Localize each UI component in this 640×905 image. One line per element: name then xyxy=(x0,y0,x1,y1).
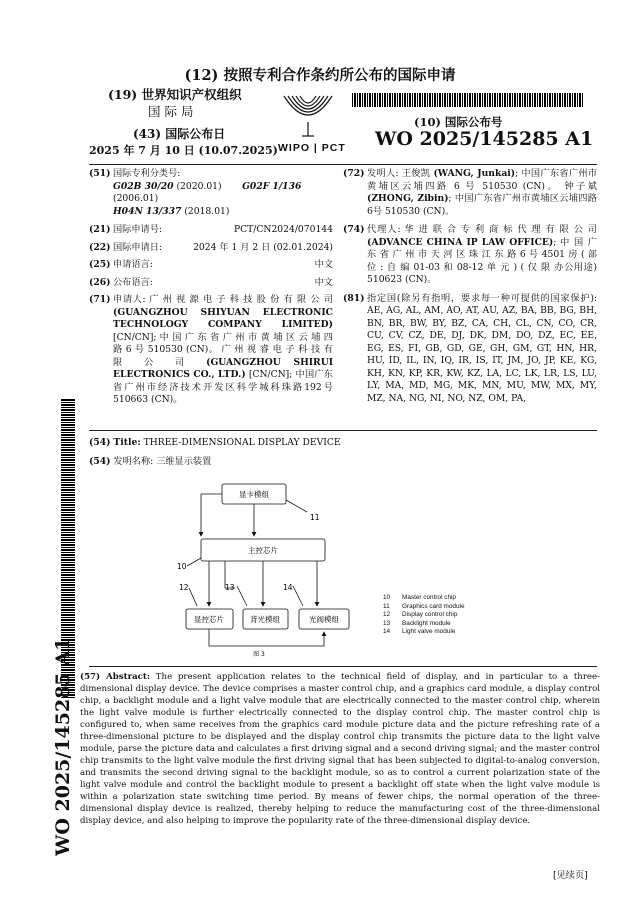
ipc-1-date: (2020.01) xyxy=(176,180,222,192)
applicant-2-address: [CN/CN]; 中国广东省广州市经济技术开发区科学城科珠路192号 510663 (CN)。 xyxy=(113,369,333,405)
field-54-cn-number: (54) xyxy=(89,456,111,467)
field-51-label: 国际专利分类号: xyxy=(113,168,181,179)
ipc-line-1 xyxy=(113,181,333,206)
ipc-1: G02B 30/20 xyxy=(113,180,174,192)
wipo-logo-text: WIPO | PCT xyxy=(278,142,346,154)
legend-num: 12 xyxy=(383,611,391,618)
organization-sub: 国 际 局 xyxy=(148,104,194,119)
field-22-value: 2024 年 1 月 2 日 (02.01.2024) xyxy=(193,241,333,253)
field-81-number: (81) xyxy=(343,292,365,304)
abstract-text: The present application relates to the technical field of display, and in particular to a three-dimensional display device. The device comprises a master control chip, and a graphics card module, a display control chip, a backlight module and a light valve module that are electrically connected to the master control chip, wherein the light valve module is further electrically connected to the display control chip. The master control chip is configured to, when same receives from the graphics card module picture data and the picture refreshing rate of a three-dimensional picture to be displayed and the display control chip transmits the picture data to the light valve module, parse the picture data and calculates a first driving signal and a second driving signal; and the master control chip transmits to the light valve module the first driving signal that has been subjected to digital-to-analog conversion, and transmits the second driving signal to the backlight module, so as to control a current polarization state of the light valve module and control the backlight module to present a backlight off state when the light valve module is within a polarization state switching time period. By means of fewer chips, the normal operation of the three-dimensional display device is realized, thereby helping to reduce the manufacturing cost of the three-dimensional display device, and also helping to improve the popularity rate of the three-dimensional display device. xyxy=(80,672,600,826)
title-cn-label: 发明名称: xyxy=(113,456,154,467)
legend-text: Backlight module xyxy=(402,619,451,627)
field-21-label: 国际申请号: xyxy=(113,224,163,235)
pub-date: 2025 年 7 月 10 日 (10.07.2025) xyxy=(89,144,278,157)
legend-num: 11 xyxy=(383,602,390,610)
field-25 xyxy=(89,259,333,272)
ref-12: 12 xyxy=(179,583,189,592)
drawing-figure xyxy=(165,478,365,658)
inventors xyxy=(367,168,597,218)
legend-text: Light valve module xyxy=(402,628,456,635)
field-25-label: 申请语言: xyxy=(113,259,153,270)
field-25-number: (25) xyxy=(89,259,111,270)
title-cn-value: 三维显示装置 xyxy=(156,456,212,467)
abstract-label: (57) Abstract: xyxy=(80,672,151,682)
header-rule xyxy=(89,164,597,165)
abstract xyxy=(80,671,600,827)
ref-13: 13 xyxy=(225,583,235,592)
field-26-label: 公布语言: xyxy=(113,276,153,288)
ipc-3: H04N 13/337 xyxy=(113,205,182,217)
master-chip-label: 主控芯片 xyxy=(248,546,278,555)
ref-10: 10 xyxy=(177,562,187,571)
field-26-value: 中文 xyxy=(314,276,333,288)
biblio-rule xyxy=(89,430,597,431)
inventor-1-en: (WANG, Junkai) xyxy=(433,168,516,179)
field-22-number: (22) xyxy=(89,241,111,253)
field-25-value: 中文 xyxy=(314,259,333,270)
publication-barcode xyxy=(352,93,584,107)
left-biblio-column xyxy=(89,168,333,407)
title-en-row xyxy=(89,437,341,450)
designated-states: 指定国(除另有指明，要求每一种可提供的国家保护): AE, AG, AL, AM, AO, AT, AU, AZ, BA, BB, BG, BH, BN, BR, BW, BY, BZ, CA, CH, CL, CN, CO, CR, CU, CV, CZ, DE, DJ, DK, DM, DO, DZ, EC, EE, EG, ES, FI, GB, GD, GE, GH, GM, GT, HN, HR, HU, ID, IL, IN, IQ, IR, IS, IT, JM, JO, JP, KE, KG, KH, KN, KP, KR, KW, KZ, LA, LC, LK, LR, LS, LU, LY, MA, MD, MG, MK, MN, MU, MW, MX, MY, MZ, NA, NG, NI, NO, NZ, OM, PA, xyxy=(367,292,597,404)
field-72 xyxy=(343,168,597,218)
applicant-1-en: (GUANGZHOU SHIYUAN ELECTRONIC TECHNOLOGY COMPANY LIMITED) xyxy=(113,306,333,330)
graphics-card-label: 显卡模组 xyxy=(239,490,269,499)
pub-number: WO 2025/145285 A1 xyxy=(375,128,594,150)
wipo-emblem-icon xyxy=(278,92,338,138)
ref-14: 14 xyxy=(283,583,293,592)
legend-row xyxy=(383,628,503,637)
agent-cn: 代理人: 华 进 联 合 专 利 商 标 代 理 有 限 公 司 xyxy=(367,224,597,235)
legend-num: 13 xyxy=(383,619,391,627)
pub-number-label: (10) 国际公布号 xyxy=(414,115,503,129)
abstract-rule xyxy=(89,666,597,667)
ipc-2: G02F 1/136 xyxy=(242,180,302,192)
field-21 xyxy=(89,224,333,237)
organization-name: (19) 世界知识产权组织 xyxy=(108,87,242,102)
figure-legend xyxy=(383,594,503,637)
ipc-line-2 xyxy=(113,206,333,219)
applicant-1-cn: 申请人: 广 州 视 源 电 子 科 技 股 份 有 限 公 司 xyxy=(113,294,333,305)
field-74-number: (74) xyxy=(343,224,365,235)
field-21-number: (21) xyxy=(89,224,111,235)
legend-row xyxy=(383,611,503,620)
field-21-value: PCT/CN2024/070144 xyxy=(233,224,333,235)
title-en-value: THREE-DIMENSIONAL DISPLAY DEVICE xyxy=(143,437,341,448)
agent-address: ; 中 国 广 东 省 广 州 市 天 河 区 珠 江 东 路 6 号 4501 房 ( 部 位 : 自 编 01-03 和 08-12 单 元 ) ( 仅 限 办公用途) 510623 (CN)。 xyxy=(367,236,597,285)
display-chip-label: 显控芯片 xyxy=(194,615,224,624)
agent xyxy=(367,224,597,287)
figure-caption: 图 3 xyxy=(253,651,265,658)
field-22 xyxy=(89,242,333,255)
agent-en: (ADVANCE CHINA IP LAW OFFICE) xyxy=(367,236,554,248)
ipc-2-date: (2006.01) xyxy=(113,193,159,204)
inventor-2-address: ; 中国广东省广州市黄埔区云埔四路6号 510530 (CN)。 xyxy=(367,193,597,217)
field-54-number: (54) xyxy=(89,437,111,448)
wipo-logo xyxy=(278,92,346,154)
field-71 xyxy=(89,294,333,407)
field-26 xyxy=(89,277,333,290)
field-22-label: 国际申请日: xyxy=(113,241,163,253)
backlight-label: 背光模组 xyxy=(250,615,280,624)
inventor-1-cn: 发明人: 王俊凯 xyxy=(367,168,431,179)
field-81 xyxy=(343,293,597,406)
title-en-label: Title: xyxy=(113,437,141,448)
legend-row xyxy=(383,603,503,612)
inventor-2-en: (ZHONG, Zibin) xyxy=(367,193,449,204)
field-26-number: (26) xyxy=(89,276,111,288)
ref-11: 11 xyxy=(310,513,320,522)
field-72-number: (72) xyxy=(343,168,365,179)
legend-text: Display control chip xyxy=(402,611,458,618)
legend-num: 10 xyxy=(383,594,391,601)
applicant-1-address: [CN/CN]; 中 国 广 东 省 广 州 市 黄 埔 区 云 埔 四 路 6 号 510530 (CN)。 广 州 视 睿 电 子 科 技 有 限 公 司 xyxy=(113,331,333,368)
title-cn-row xyxy=(89,456,211,469)
field-51-number: (51) xyxy=(89,168,111,179)
inventor-1-address: ; 中国广东省广州市黄埔区云埔四路 6 号 510530 (CN)。 钟子斌 xyxy=(367,168,598,192)
light-valve-label: 光阀模组 xyxy=(309,615,339,624)
ipc-3-date: (2018.01) xyxy=(184,205,230,217)
field-71-number: (71) xyxy=(89,294,111,305)
block-diagram xyxy=(165,478,365,658)
applicant-2-en: (GUANGZHOU SHIRUI ELECTRONICS CO., LTD.) xyxy=(113,356,334,380)
legend-row xyxy=(383,620,503,629)
legend-text: Graphics card module xyxy=(402,602,465,610)
document-title: (12) 按照专利合作条约所公布的国际申请 xyxy=(184,67,456,84)
legend-num: 14 xyxy=(383,628,391,635)
legend-row xyxy=(383,594,503,603)
applicants xyxy=(113,294,333,407)
continued-note: [见续页] xyxy=(553,870,588,881)
pub-date-label: (43) 国际公布日 xyxy=(133,127,226,141)
side-publication-number: WO 2025/145285 A1 xyxy=(52,637,74,856)
field-51 xyxy=(89,168,333,218)
field-74 xyxy=(343,224,597,287)
right-biblio-column xyxy=(343,168,597,405)
legend-text: Master control chip xyxy=(402,594,456,601)
